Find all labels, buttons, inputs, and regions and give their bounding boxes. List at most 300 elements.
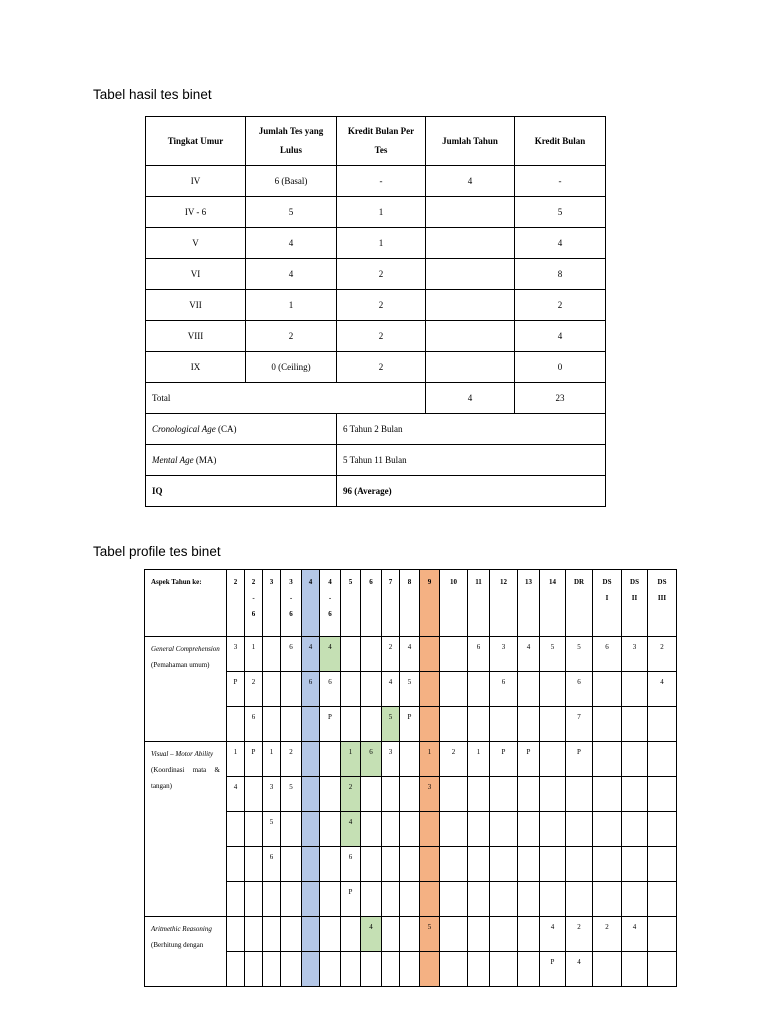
profile-table <box>144 569 677 987</box>
table-cell: 2 <box>246 321 337 352</box>
score-cell <box>440 847 468 882</box>
score-cell: 3 <box>382 742 400 777</box>
column-header: 3 <box>263 570 281 637</box>
score-cell <box>490 882 518 917</box>
score-cell <box>518 672 540 707</box>
score-cell <box>420 672 440 707</box>
score-cell <box>622 707 648 742</box>
score-cell: 6 <box>245 707 263 742</box>
score-cell: 2 <box>382 637 400 672</box>
score-cell: 4 <box>341 812 361 847</box>
column-header: DR <box>566 570 593 637</box>
score-cell <box>361 812 382 847</box>
score-cell: 5 <box>400 672 420 707</box>
score-cell <box>490 707 518 742</box>
score-cell: 3 <box>263 777 281 812</box>
score-cell <box>341 707 361 742</box>
score-cell: 1 <box>245 637 263 672</box>
score-cell: 7 <box>566 707 593 742</box>
table-cell <box>426 290 515 321</box>
score-cell <box>227 812 245 847</box>
score-cell <box>518 952 540 987</box>
score-cell <box>440 777 468 812</box>
table-cell: VII <box>146 290 246 321</box>
score-cell <box>361 847 382 882</box>
table-cell: VIII <box>146 321 246 352</box>
heading-profile: Tabel profile tes binet <box>93 544 221 559</box>
score-cell <box>302 917 320 952</box>
score-cell <box>227 707 245 742</box>
score-cell <box>341 917 361 952</box>
ca-value: 6 Tahun 2 Bulan <box>337 414 606 445</box>
score-cell <box>540 882 566 917</box>
ma-value: 5 Tahun 11 Bulan <box>337 445 606 476</box>
score-cell <box>648 812 677 847</box>
score-cell <box>420 637 440 672</box>
score-cell <box>622 952 648 987</box>
score-cell <box>490 812 518 847</box>
score-cell <box>622 777 648 812</box>
score-cell: 2 <box>245 672 263 707</box>
table-row <box>146 228 606 259</box>
score-cell: 5 <box>540 637 566 672</box>
table-cell: 2 <box>337 259 426 290</box>
ma-label <box>146 445 337 476</box>
score-cell: 6 <box>302 672 320 707</box>
score-cell: 5 <box>263 812 281 847</box>
column-header: 13 <box>518 570 540 637</box>
table-cell: 0 (Ceiling) <box>246 352 337 383</box>
score-cell <box>361 672 382 707</box>
score-cell <box>648 777 677 812</box>
column-header: 11 <box>468 570 490 637</box>
header-cell: Jumlah Tahun <box>426 117 515 166</box>
table-cell: 1 <box>337 197 426 228</box>
score-cell <box>622 742 648 777</box>
score-cell <box>490 952 518 987</box>
table-cell: 4 <box>426 166 515 197</box>
table-header-row <box>146 117 606 166</box>
score-cell: P <box>341 882 361 917</box>
column-header: 6 <box>361 570 382 637</box>
score-cell <box>468 917 490 952</box>
table-cell: 2 <box>515 290 606 321</box>
aspect-translation: (Berhitung dengan <box>151 941 204 949</box>
score-cell <box>263 637 281 672</box>
iq-value: 96 (Average) <box>337 476 606 507</box>
table-cell: IX <box>146 352 246 383</box>
score-cell: 6 <box>490 672 518 707</box>
score-cell <box>320 917 341 952</box>
score-cell <box>593 812 622 847</box>
score-cell: 1 <box>227 742 245 777</box>
table-row <box>146 321 606 352</box>
total-label: Total <box>146 383 426 414</box>
score-cell <box>320 812 341 847</box>
column-header: DS I <box>593 570 622 637</box>
score-cell: 5 <box>382 707 400 742</box>
score-cell: 4 <box>361 917 382 952</box>
score-cell <box>320 882 341 917</box>
score-cell <box>440 707 468 742</box>
score-cell <box>281 917 302 952</box>
score-cell <box>281 952 302 987</box>
score-cell <box>302 847 320 882</box>
column-header: 3 - 6 <box>281 570 302 637</box>
score-cell <box>420 847 440 882</box>
score-cell <box>468 672 490 707</box>
score-cell <box>361 707 382 742</box>
column-header: 7 <box>382 570 400 637</box>
score-cell <box>400 847 420 882</box>
score-cell: 4 <box>622 917 648 952</box>
score-cell <box>227 952 245 987</box>
score-cell: 6 <box>320 672 341 707</box>
score-cell: P <box>400 707 420 742</box>
score-cell: 6 <box>281 637 302 672</box>
score-cell <box>302 707 320 742</box>
score-cell <box>420 952 440 987</box>
score-cell <box>281 847 302 882</box>
table-cell: IV <box>146 166 246 197</box>
score-cell <box>648 917 677 952</box>
score-cell: 2 <box>593 917 622 952</box>
score-cell <box>302 882 320 917</box>
score-cell <box>518 917 540 952</box>
profile-row <box>145 742 677 777</box>
table-cell <box>426 321 515 352</box>
aspect-name: Aritmethic Reasoning <box>151 925 212 933</box>
score-cell: P <box>566 742 593 777</box>
column-header: 9 <box>420 570 440 637</box>
score-cell <box>648 952 677 987</box>
table-row <box>146 290 606 321</box>
score-cell <box>593 777 622 812</box>
table-cell: 2 <box>337 321 426 352</box>
column-header: 2 - 6 <box>245 570 263 637</box>
score-cell: 4 <box>518 637 540 672</box>
score-cell <box>518 847 540 882</box>
column-header: DS III <box>648 570 677 637</box>
score-cell: 5 <box>281 777 302 812</box>
column-header: DS II <box>622 570 648 637</box>
header-cell: Tingkat Umur <box>146 117 246 166</box>
score-cell <box>440 952 468 987</box>
profile-row <box>145 917 677 952</box>
score-cell <box>263 917 281 952</box>
total-years: 4 <box>426 383 515 414</box>
score-cell <box>227 917 245 952</box>
score-cell <box>263 952 281 987</box>
total-months: 23 <box>515 383 606 414</box>
score-cell: 2 <box>566 917 593 952</box>
score-cell: P <box>518 742 540 777</box>
ma-label-italic: Mental Age <box>152 455 194 465</box>
score-cell <box>490 777 518 812</box>
score-cell <box>382 917 400 952</box>
aspect-header: Aspek Tahun ke: <box>145 570 227 637</box>
score-cell: 3 <box>490 637 518 672</box>
aspect-translation: (Koordinasi mata & tangan) <box>151 766 220 790</box>
score-cell: 2 <box>341 777 361 812</box>
score-cell: P <box>245 742 263 777</box>
table-cell: 4 <box>246 259 337 290</box>
score-cell: 6 <box>468 637 490 672</box>
score-cell <box>490 917 518 952</box>
score-cell <box>440 637 468 672</box>
ma-row <box>146 445 606 476</box>
ca-label <box>146 414 337 445</box>
score-cell <box>622 882 648 917</box>
heading-hasil: Tabel hasil tes binet <box>93 87 212 102</box>
score-cell: 4 <box>400 637 420 672</box>
score-cell <box>245 777 263 812</box>
aspect-cell <box>145 917 227 987</box>
score-cell <box>281 812 302 847</box>
score-cell: 5 <box>566 637 593 672</box>
score-cell: 4 <box>648 672 677 707</box>
score-cell: 2 <box>281 742 302 777</box>
table-cell: 5 <box>515 197 606 228</box>
score-cell <box>361 637 382 672</box>
score-cell: 2 <box>440 742 468 777</box>
score-cell <box>566 777 593 812</box>
score-cell <box>400 882 420 917</box>
score-cell <box>468 952 490 987</box>
ca-row <box>146 414 606 445</box>
column-header: 8 <box>400 570 420 637</box>
column-header: 5 <box>341 570 361 637</box>
table-cell: 2 <box>337 290 426 321</box>
table-cell: 4 <box>515 321 606 352</box>
iq-row <box>146 476 606 507</box>
score-cell <box>320 742 341 777</box>
score-cell <box>382 812 400 847</box>
score-cell <box>468 707 490 742</box>
profile-header-row <box>145 570 677 637</box>
score-cell <box>361 952 382 987</box>
score-cell <box>245 882 263 917</box>
score-cell: 3 <box>420 777 440 812</box>
aspect-name: Visual – Motor Ability <box>151 750 214 758</box>
score-cell <box>440 672 468 707</box>
score-cell <box>566 882 593 917</box>
score-cell <box>540 777 566 812</box>
score-cell <box>540 847 566 882</box>
score-cell <box>648 707 677 742</box>
header-cell: Kredit Bulan Per Tes <box>337 117 426 166</box>
aspect-name: General Comprehension <box>151 645 220 653</box>
score-cell <box>468 847 490 882</box>
score-cell: 4 <box>302 637 320 672</box>
table-row <box>146 259 606 290</box>
column-header: 4 - 6 <box>320 570 341 637</box>
ca-label-rest: (CA) <box>215 424 237 434</box>
score-cell <box>341 672 361 707</box>
score-cell <box>400 917 420 952</box>
score-cell: 6 <box>593 637 622 672</box>
score-cell <box>593 952 622 987</box>
score-cell <box>400 777 420 812</box>
aspect-translation: (Pemahaman umum) <box>151 661 210 669</box>
score-cell <box>281 882 302 917</box>
score-cell <box>490 847 518 882</box>
score-cell <box>382 847 400 882</box>
score-cell: 1 <box>263 742 281 777</box>
score-cell <box>302 812 320 847</box>
score-cell <box>622 812 648 847</box>
score-cell <box>361 777 382 812</box>
score-cell: 6 <box>341 847 361 882</box>
table-cell: 8 <box>515 259 606 290</box>
score-cell <box>263 882 281 917</box>
score-cell <box>227 847 245 882</box>
score-cell <box>622 847 648 882</box>
table-row <box>146 166 606 197</box>
score-cell <box>245 917 263 952</box>
score-cell <box>468 812 490 847</box>
column-header: 14 <box>540 570 566 637</box>
score-cell <box>227 882 245 917</box>
score-cell: 4 <box>320 637 341 672</box>
score-cell <box>245 847 263 882</box>
score-cell <box>245 952 263 987</box>
score-cell <box>420 882 440 917</box>
score-cell <box>622 672 648 707</box>
score-cell <box>440 812 468 847</box>
table-cell: 4 <box>515 228 606 259</box>
score-cell: P <box>540 952 566 987</box>
total-row <box>146 383 606 414</box>
table-cell: 1 <box>246 290 337 321</box>
score-cell <box>361 882 382 917</box>
score-cell: 4 <box>382 672 400 707</box>
aspect-cell <box>145 742 227 917</box>
score-cell <box>400 742 420 777</box>
column-header: 10 <box>440 570 468 637</box>
header-cell: Kredit Bulan <box>515 117 606 166</box>
score-cell <box>648 882 677 917</box>
table-cell <box>426 197 515 228</box>
score-cell <box>540 707 566 742</box>
score-cell: 5 <box>420 917 440 952</box>
score-cell <box>468 777 490 812</box>
table-cell <box>426 228 515 259</box>
score-cell <box>320 777 341 812</box>
score-cell: 1 <box>468 742 490 777</box>
score-cell <box>593 882 622 917</box>
score-cell <box>420 812 440 847</box>
score-cell <box>593 847 622 882</box>
score-cell <box>566 847 593 882</box>
score-cell: 1 <box>420 742 440 777</box>
score-cell <box>648 742 677 777</box>
score-cell: P <box>320 707 341 742</box>
score-cell: 6 <box>566 672 593 707</box>
table-cell: 0 <box>515 352 606 383</box>
header-cell: Jumlah Tes yang Lulus <box>246 117 337 166</box>
score-cell <box>400 812 420 847</box>
score-cell: 6 <box>361 742 382 777</box>
table-cell: 5 <box>246 197 337 228</box>
score-cell <box>281 707 302 742</box>
score-cell <box>518 882 540 917</box>
score-cell <box>440 882 468 917</box>
score-cell <box>302 742 320 777</box>
iq-label: IQ <box>146 476 337 507</box>
score-cell <box>420 707 440 742</box>
score-cell <box>382 777 400 812</box>
ca-label-italic: Cronological Age <box>152 424 216 434</box>
table-cell <box>426 259 515 290</box>
score-cell: P <box>490 742 518 777</box>
score-cell: 4 <box>566 952 593 987</box>
score-cell <box>566 812 593 847</box>
score-cell <box>648 847 677 882</box>
score-cell <box>302 777 320 812</box>
aspect-cell <box>145 637 227 742</box>
score-cell: 3 <box>622 637 648 672</box>
score-cell <box>281 672 302 707</box>
score-cell <box>400 952 420 987</box>
score-cell <box>593 672 622 707</box>
table-cell: - <box>515 166 606 197</box>
score-cell <box>245 812 263 847</box>
column-header: 2 <box>227 570 245 637</box>
ma-label-rest: (MA) <box>193 455 217 465</box>
score-cell <box>468 882 490 917</box>
profile-row <box>145 637 677 672</box>
score-cell <box>341 952 361 987</box>
score-cell <box>540 742 566 777</box>
score-cell <box>518 777 540 812</box>
score-cell: 1 <box>341 742 361 777</box>
table-cell: 6 (Basal) <box>246 166 337 197</box>
score-cell <box>341 637 361 672</box>
table-row <box>146 352 606 383</box>
table-cell: IV - 6 <box>146 197 246 228</box>
table-cell: V <box>146 228 246 259</box>
table-cell: 4 <box>246 228 337 259</box>
score-cell: 2 <box>648 637 677 672</box>
score-cell: 4 <box>540 917 566 952</box>
score-cell <box>302 952 320 987</box>
score-cell: P <box>227 672 245 707</box>
score-cell <box>593 742 622 777</box>
score-cell <box>320 952 341 987</box>
column-header: 4 <box>302 570 320 637</box>
score-cell: 3 <box>227 637 245 672</box>
score-cell <box>518 707 540 742</box>
hasil-table <box>145 116 606 507</box>
score-cell <box>263 707 281 742</box>
score-cell: 4 <box>227 777 245 812</box>
table-cell: VI <box>146 259 246 290</box>
score-cell <box>263 672 281 707</box>
table-cell <box>426 352 515 383</box>
score-cell <box>518 812 540 847</box>
table-row <box>146 197 606 228</box>
score-cell <box>440 917 468 952</box>
column-header: 12 <box>490 570 518 637</box>
table-cell: - <box>337 166 426 197</box>
score-cell <box>382 952 400 987</box>
score-cell <box>540 812 566 847</box>
score-cell <box>593 707 622 742</box>
score-cell <box>540 672 566 707</box>
table-cell: 1 <box>337 228 426 259</box>
score-cell <box>320 847 341 882</box>
